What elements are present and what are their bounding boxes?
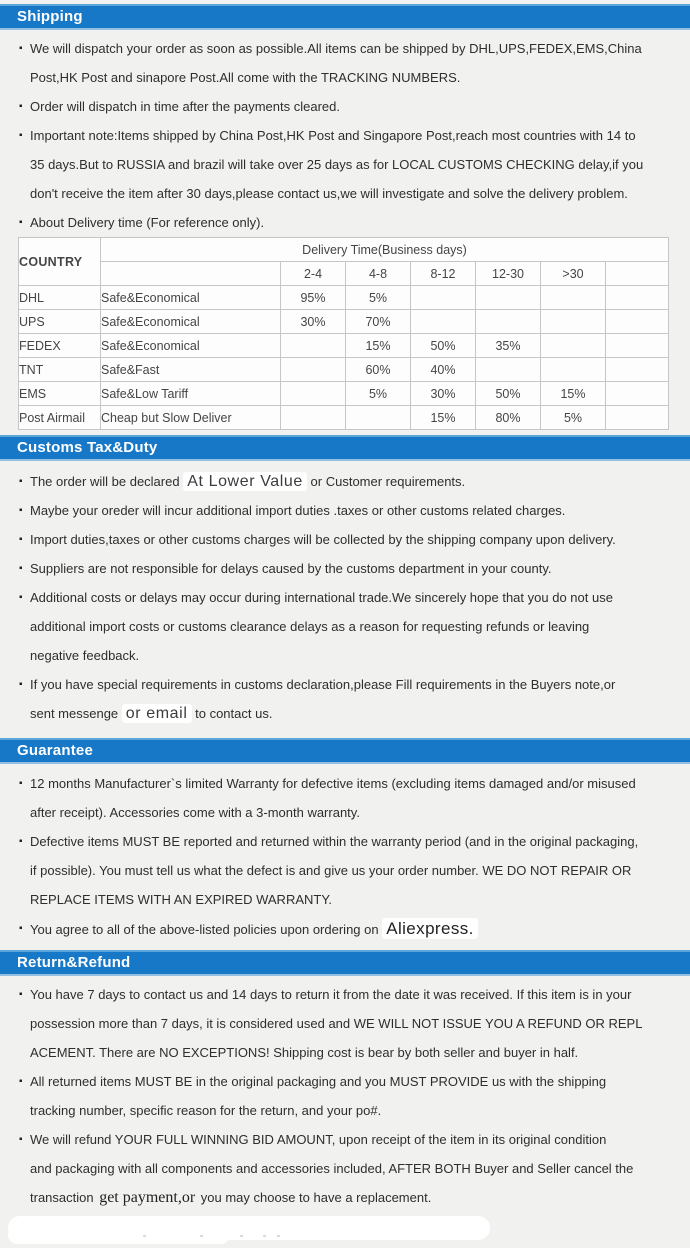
highlighted-text: At Lower Value [183,472,307,491]
table-header-row [19,238,669,262]
pct-cell [541,286,606,310]
policy-line: ▪ Suppliers are not responsible for delays caused by the customs department in your county. [0,554,690,583]
policy-line [0,699,690,728]
range-cell: 12-30 [476,262,541,286]
section-title: Shipping [17,8,83,25]
table-row [19,358,669,382]
aliexpress-brand-text: Aliexpress. [382,918,478,939]
policy-line: ▪ Order will dispatch in time after the payments cleared. [0,92,690,121]
pct-cell: 15% [541,382,606,406]
pct-cell [476,286,541,310]
pct-cell: 50% [476,382,541,406]
policy-line: ▪ We will dispatch your order as soon as possible.All items can be shipped by DHL,UPS,FEDEX,EMS,China [0,34,690,63]
policy-line: ▪ We will refund YOUR FULL WINNING BID AMOUNT, upon receipt of the item in its original condition [0,1125,690,1154]
policy-line: and packaging with all components and accessories included, AFTER BOTH Buyer and Seller cancel the [30,1161,634,1176]
policy-line: possession more than 7 days, it is considered used and WE WILL NOT ISSUE YOU A REFUND OR REPL [30,1016,643,1031]
pct-cell: 50% [411,334,476,358]
pct-cell: 70% [346,310,411,334]
policy-line [0,1183,690,1212]
line-text: The order will be declared [30,474,184,489]
pct-cell [346,406,411,430]
pct-cell: 60% [346,358,411,382]
section-header-customs [0,435,690,461]
policy-line: Post,HK Post and sinapore Post.All come with the TRACKING NUMBERS. [30,70,461,85]
whiteout-blob [8,1216,490,1240]
pct-cell: 30% [411,382,476,406]
policy-line: ▪ Import duties,taxes or other customs charges will be collected by the shipping company upon delivery. [0,525,690,554]
pct-cell [541,358,606,382]
highlighted-text: or email [122,704,192,723]
customs-section [0,461,690,728]
policy-line: if possible). You must tell us what the defect is and give us your order number. WE DO NOT REPAIR OR [30,863,632,878]
section-title: Customs Tax&Duty [17,439,158,456]
policy-line [0,467,690,496]
pct-cell: 5% [541,406,606,430]
policy-line: negative feedback. [30,648,140,663]
range-cell: >30 [541,262,606,286]
pct-cell [281,382,346,406]
policy-line: ▪ You have 7 days to contact us and 14 days to return it from the date it was received. If this item is in your [0,980,690,1009]
pct-cell: 35% [476,334,541,358]
erased-text-speck [277,1235,280,1237]
table-row [19,286,669,310]
policy-line: ▪ Defective items MUST BE reported and returned within the warranty period (and in the original packaging, [0,827,690,856]
service-cell: Safe&Fast [101,358,281,382]
policy-line: ▪ 12 months Manufacturer`s limited Warranty for defective items (excluding items damaged and/or misused [0,769,690,798]
service-cell: Safe&Economical [101,334,281,358]
policy-line: ▪ About Delivery time (For reference only). [0,208,690,237]
policy-line: ▪ Maybe your oreder will incur additional import duties .taxes or other customs related charges. [0,496,690,525]
policy-line: additional import costs or customs clearance delays as a reason for requesting refunds or leaving [30,619,590,634]
service-cell: Cheap but Slow Deliver [101,406,281,430]
pct-cell [476,358,541,382]
pct-cell: 80% [476,406,541,430]
table-row [19,310,669,334]
range-cell: 8-12 [411,262,476,286]
policy-line [0,914,690,943]
table-row [19,334,669,358]
whiteout-blob-extension [8,1226,230,1244]
table-row [19,406,669,430]
line-text: transaction [30,1190,98,1205]
erased-text-speck [240,1235,243,1237]
policy-line: ▪ All returned items MUST BE in the original packaging and you MUST PROVIDE us with the shipping [0,1067,690,1096]
erased-text-speck [143,1235,146,1237]
country-header-cell: COUNTRY [19,238,101,286]
delivery-table [18,237,669,430]
policy-line: ▪ Additional costs or delays may occur during international trade.We sincerely hope that you do not use [0,583,690,612]
pct-cell: 5% [346,382,411,406]
table-row [19,382,669,406]
range-cell: 2-4 [281,262,346,286]
policy-line: ▪ Important note:Items shipped by China Post,HK Post and Singapore Post,reach most countries with 14 to [0,121,690,150]
empty-cell [606,406,669,430]
empty-cell [606,358,669,382]
delivery-time-header-cell: Delivery Time(Business days) [101,238,669,262]
table-subheader-row [19,262,669,286]
policy-line: tracking number, specific reason for the return, and your po#. [30,1103,382,1118]
pct-cell [476,310,541,334]
empty-cell [606,310,669,334]
erased-text-speck [263,1235,266,1237]
pct-cell: 5% [346,286,411,310]
carrier-cell: FEDEX [19,334,101,358]
pct-cell [411,286,476,310]
line-text: or Customer requirements. [306,474,466,489]
section-title: Guarantee [17,742,93,759]
service-cell: Safe&Low Tariff [101,382,281,406]
policy-line: ACEMENT. There are NO EXCEPTIONS! Shipping cost is bear by both seller and buyer in half. [30,1045,579,1060]
line-text: You agree to all of the above-listed policies upon ordering on [30,922,383,937]
pct-cell: 30% [281,310,346,334]
pct-cell: 15% [411,406,476,430]
empty-cell [606,334,669,358]
pct-cell: 95% [281,286,346,310]
policy-line: don't receive the item after 30 days,please contact us,we will investigate and solve the delivery problem. [30,186,628,201]
returns-section [0,976,690,1212]
line-text: you may choose to have a replacement. [197,1190,432,1205]
policy-line: ▪ If you have special requirements in customs declaration,please Fill requirements in the Buyers note,or [0,670,690,699]
pct-cell: 40% [411,358,476,382]
section-title: Return&Refund [17,954,131,971]
empty-cell [606,262,669,286]
line-text: sent messenge [30,706,122,721]
empty-cell [101,262,281,286]
policy-line: REPLACE ITEMS WITH AN EXPIRED WARRANTY. [30,892,332,907]
shipping-section [0,30,690,237]
pct-cell [281,406,346,430]
guarantee-section [0,764,690,943]
empty-cell [606,286,669,310]
pct-cell [281,334,346,358]
pct-cell [541,334,606,358]
pct-cell [541,310,606,334]
pct-cell [281,358,346,382]
range-cell: 4-8 [346,262,411,286]
serif-overlay-text: get payment,or [99,1189,196,1206]
carrier-cell: Post Airmail [19,406,101,430]
carrier-cell: EMS [19,382,101,406]
policy-line: after receipt). Accessories come with a 3-month warranty. [30,805,360,820]
section-header-guarantee [0,738,690,764]
carrier-cell: TNT [19,358,101,382]
section-header-shipping [0,4,690,30]
section-header-returns [0,950,690,976]
carrier-cell: UPS [19,310,101,334]
line-text: to contact us. [191,706,273,721]
pct-cell: 15% [346,334,411,358]
service-cell: Safe&Economical [101,286,281,310]
empty-cell [606,382,669,406]
service-cell: Safe&Economical [101,310,281,334]
pct-cell [411,310,476,334]
policy-line: 35 days.But to RUSSIA and brazil will take over 25 days as for LOCAL CUSTOMS CHECKING delay,if you [30,157,644,172]
carrier-cell: DHL [19,286,101,310]
erased-text-speck [200,1235,203,1237]
